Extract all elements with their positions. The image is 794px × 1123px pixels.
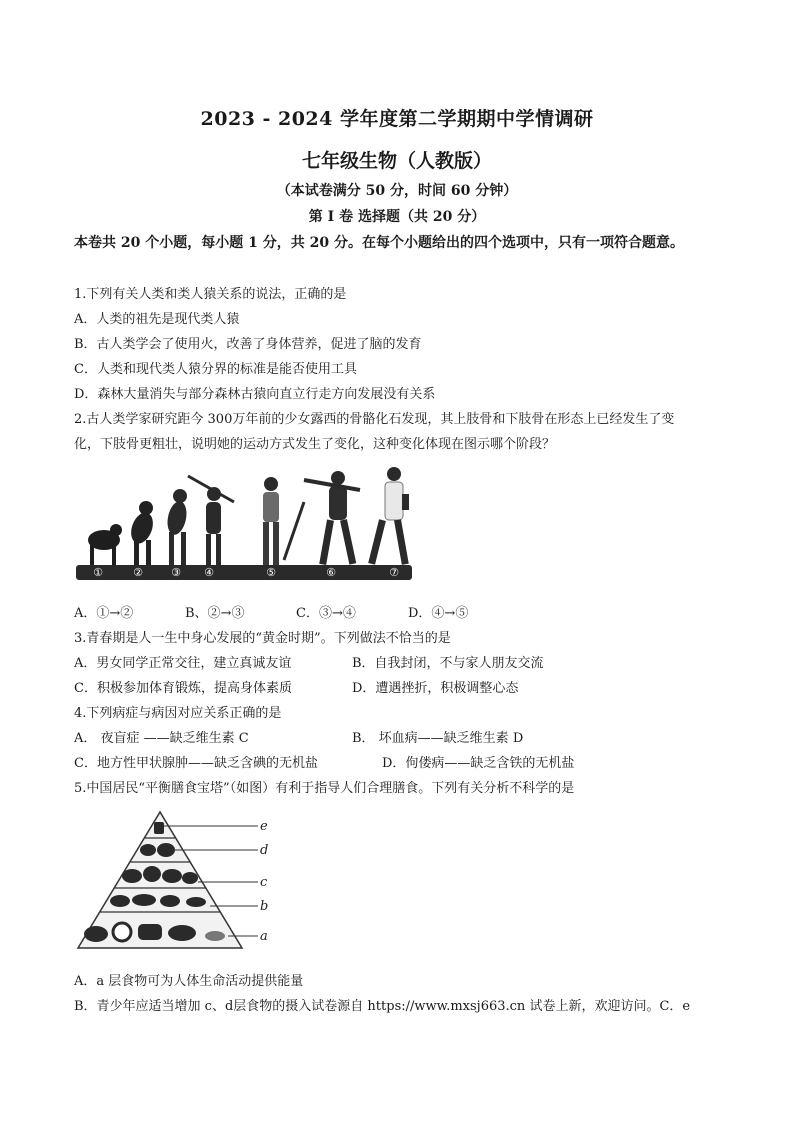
q3-option-d: D．遭遇挫折，积极调整心态 xyxy=(352,681,519,696)
pyramid-label-a: a xyxy=(260,929,268,944)
q1-option-c: C．人类和现代类人猿分界的标准是能否使用工具 xyxy=(74,362,357,377)
evolution-ground-bar xyxy=(76,565,412,580)
label-5: ⑤ xyxy=(266,566,276,579)
label-3: ③ xyxy=(171,566,181,579)
exam-info: （本试卷满分 50 分，时间 60 分钟） xyxy=(276,183,518,199)
q1-option-b: B．古人类学会了使用火，改善了身体营养，促进了脑的发育 xyxy=(74,337,422,352)
figure-7-modern-human xyxy=(368,467,409,565)
figure-1-ape xyxy=(88,524,122,565)
pyramid-label-e: e xyxy=(260,819,268,834)
evolution-figure xyxy=(76,462,412,600)
label-7: ⑦ xyxy=(389,566,399,579)
q5-option-b: B．青少年应适当增加 c、d层食物的摄入试卷源自 https://www.mxsj663.cn 试卷上新，欢迎访问。C．e xyxy=(74,999,691,1014)
food-pyramid-figure xyxy=(70,806,280,960)
pyramid-label-d: d xyxy=(260,843,269,858)
pyramid-label-b: b xyxy=(260,899,269,914)
q4-option-c: C．地方性甲状腺肿——缺乏含碘的无机盐 xyxy=(74,756,318,771)
q2-stem-line2: 化，下肢骨更粗壮，说明她的运动方式发生了变化，这种变化体现在图示哪个阶段？ xyxy=(74,437,556,452)
label-6: ⑥ xyxy=(326,566,336,579)
label-4: ④ xyxy=(204,566,214,579)
q1-option-a: A．人类的祖先是现代类人猿 xyxy=(74,312,240,327)
label-1: ① xyxy=(93,566,103,579)
q4-option-a: A． 夜盲症 ——缺乏维生素 C xyxy=(74,731,249,746)
q2-option-a: A．①→② xyxy=(74,606,134,621)
subject-title: 七年级生物（人教版） xyxy=(301,150,492,172)
q3-option-a: A．男女同学正常交往，建立真诚友谊 xyxy=(74,656,292,671)
q5-stem: 5.中国居民“平衡膳食宝塔”（如图）有利于指导人们合理膳食。下列有关分析不科学的是 xyxy=(74,781,575,796)
q4-option-d: D．佝偻病——缺乏含铁的无机盐 xyxy=(382,756,575,771)
q4-option-b: B． 坏血病——缺乏维生素 D xyxy=(352,731,524,746)
q2-option-d: D．④→⑤ xyxy=(408,606,469,621)
q3-option-b: B．自我封闭，不与家人朋友交流 xyxy=(352,656,544,671)
q3-option-c: C．积极参加体育锻炼，提高身体素质 xyxy=(74,681,292,696)
q2-option-c: C．③→④ xyxy=(296,606,356,621)
q3-stem: 3.青春期是人一生中身心发展的“黄金时期”。下列做法不恰当的是 xyxy=(74,631,451,646)
figure-2-hominid xyxy=(127,501,157,565)
pyramid-label-c: c xyxy=(260,875,268,890)
label-2: ② xyxy=(133,566,143,579)
q1-stem: 1.下列有关人类和类人猿关系的说法，正确的是 xyxy=(74,287,347,302)
section-heading: 第 I 卷 选择题（共 20 分） xyxy=(308,209,486,225)
figure-3-hominid xyxy=(165,489,190,565)
figure-6-human xyxy=(304,471,360,565)
figure-4-hominid xyxy=(188,476,234,565)
exam-title: 2023 - 2024 学年度第二学期期中学情调研 xyxy=(200,108,594,130)
q2-option-b: B、②→③ xyxy=(185,606,245,621)
q2-stem-line1: 2.古人类学家研究距今 300万年前的少女露西的骨骼化石发现，其上肢骨和下肢骨在形态上已经发生了变 xyxy=(74,412,675,427)
q1-option-d: D．森林大量消失与部分森林古猿向直立行走方向发展没有关系 xyxy=(74,387,436,402)
figure-5-human xyxy=(263,477,304,565)
instructions: 本卷共 20 个小题，每小题 1 分，共 20 分。在每个小题给出的四个选项中，只有一项符合题意。 xyxy=(74,235,684,251)
q5-option-a: A．a 层食物可为人体生命活动提供能量 xyxy=(74,974,304,989)
q4-stem: 4.下列病症与病因对应关系正确的是 xyxy=(74,706,282,721)
